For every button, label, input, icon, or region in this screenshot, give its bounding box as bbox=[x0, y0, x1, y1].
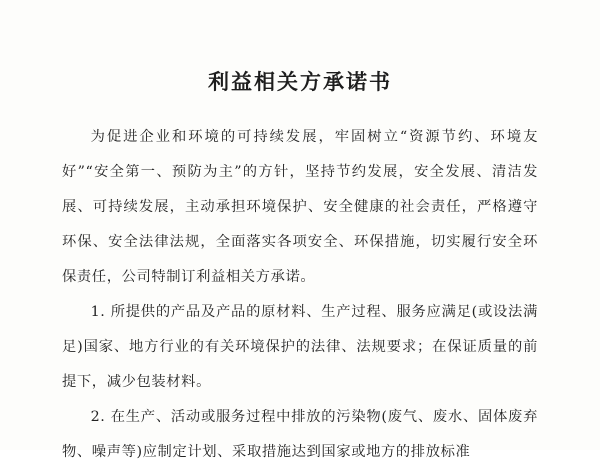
paragraph-item-2: 2. 在生产、活动或服务过程中排放的污染物(废气、废水、固体废弃物、噪声等)应制定计划、采取措施达到国家或地方的排放标准 bbox=[62, 409, 538, 460]
paragraph-intro: 为促进企业和环境的可持续发展，牢固树立“资源节约、环境友好”“安全第一、预防为主”的方针，坚持节约发展，安全发展、清洁发展、可持续发展，主动承担环境保护、安全健康的社会责任，严格遵守环保、安全法律法规，全面落实各项安全、环保措施，切实履行安全环保责任，公司特制订利益相关方承诺。 bbox=[62, 129, 538, 285]
document-body bbox=[62, 120, 538, 470]
page-title: 利益相关方承诺书 bbox=[208, 69, 392, 94]
paragraph-item-1: 1. 所提供的产品及产品的原材料、生产过程、服务应满足(或设法满足)国家、地方行业的有关环境保护的法律、法规要求；在保证质量的前提下，减少包装材料。 bbox=[62, 304, 538, 390]
